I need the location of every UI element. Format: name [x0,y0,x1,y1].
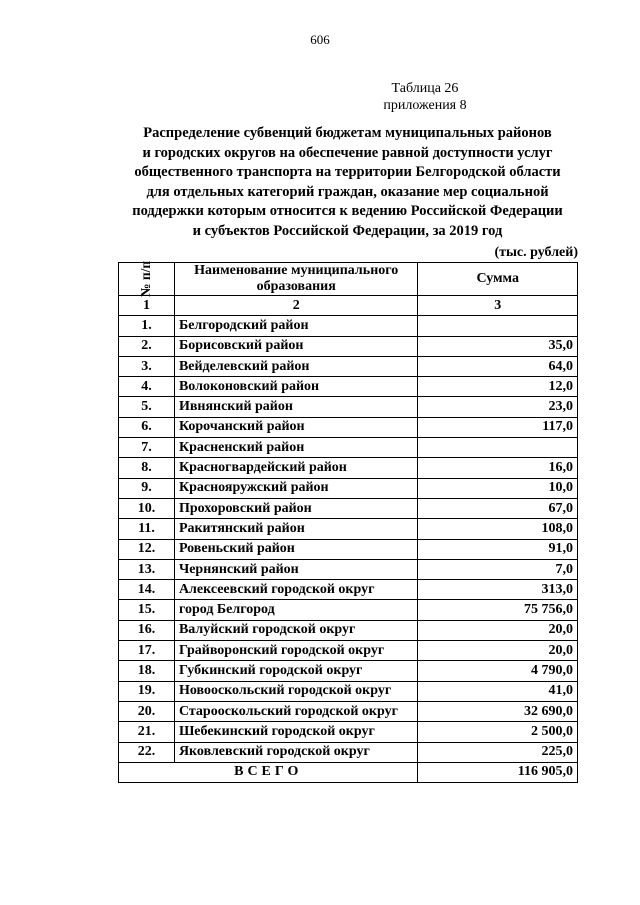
row-sum: 32 690,0 [418,701,578,721]
row-sum: 108,0 [418,519,578,539]
title-line: для отдельных категорий граждан, оказание мер социальной [146,183,549,200]
table-row [119,316,578,336]
row-number: 9. [119,478,175,498]
row-sum: 67,0 [418,498,578,518]
row-number: 7. [119,438,175,458]
row-number: 4. [119,377,175,397]
column-index: 2 [174,296,418,316]
row-number: 10. [119,498,175,518]
table-reference [360,80,490,114]
units-label: (тыс. рублей) [494,245,578,260]
row-name: Грайворонский городской округ [174,641,418,661]
row-number: 14. [119,580,175,600]
title-line: Распределение субвенций бюджетам муниципальных районов [143,125,552,141]
row-sum: 91,0 [418,539,578,559]
table-row [119,458,578,478]
row-name: Вейделевский район [174,356,418,376]
table-row [119,336,578,356]
row-number: 22. [119,742,175,762]
row-sum: 64,0 [418,356,578,376]
row-sum: 20,0 [418,641,578,661]
row-name: город Белгород [174,600,418,620]
header-no-label: № п/п [138,260,154,297]
total-sum: 116 905,0 [418,762,578,782]
table-row [119,519,578,539]
row-number: 18. [119,661,175,681]
row-sum [418,316,578,336]
row-number: 21. [119,722,175,742]
row-number: 16. [119,620,175,640]
row-number: 8. [119,458,175,478]
row-name: Борисовский район [174,336,418,356]
row-name: Корочанский район [174,417,418,437]
column-index-row [119,296,578,316]
row-number: 6. [119,417,175,437]
row-number: 5. [119,397,175,417]
row-name: Старооскольский городской округ [174,701,418,721]
table-row [119,681,578,701]
table-row [119,498,578,518]
table-row [119,641,578,661]
row-number: 11. [119,519,175,539]
row-name: Краснояружский район [174,478,418,498]
row-name: Волоконовский район [174,377,418,397]
page-number: 606 [310,32,330,47]
title-line: и субъектов Российской Федерации, за 2019 год [192,222,503,239]
table-row [119,701,578,721]
row-number: 2. [119,336,175,356]
row-number: 15. [119,600,175,620]
total-label: ВСЕГО [119,762,418,782]
table-header-row [119,263,578,296]
table-row [119,580,578,600]
table-row [119,559,578,579]
row-sum: 75 756,0 [418,600,578,620]
row-number: 12. [119,539,175,559]
row-name: Губкинский городской округ [174,661,418,681]
row-name: Белгородский район [174,316,418,336]
row-sum: 41,0 [418,681,578,701]
row-sum: 35,0 [418,336,578,356]
row-name: Красногвардейский район [174,458,418,478]
title-line: и городских округов на обеспечение равной доступности услуг [142,144,553,161]
column-index: 3 [418,296,578,316]
row-name: Яковлевский городской округ [174,742,418,762]
column-index: 1 [119,296,175,316]
table-row [119,620,578,640]
table-body [119,316,578,763]
row-name: Красненский район [174,438,418,458]
row-sum: 4 790,0 [418,661,578,681]
appendix-number: приложения 8 [383,98,467,113]
table-row [119,478,578,498]
row-name: Ракитянский район [174,519,418,539]
document-title [110,124,585,242]
row-name: Новооскольский городской округ [174,681,418,701]
row-sum: 12,0 [418,377,578,397]
table-row [119,438,578,458]
table-row [119,356,578,376]
row-name: Ровеньский район [174,539,418,559]
row-sum: 225,0 [418,742,578,762]
subvention-table [118,262,578,783]
row-sum: 20,0 [418,620,578,640]
row-number: 20. [119,701,175,721]
row-number: 1. [119,316,175,336]
row-sum: 2 500,0 [418,722,578,742]
row-sum [418,438,578,458]
row-sum: 16,0 [418,458,578,478]
table-row [119,722,578,742]
table-row [119,417,578,437]
title-line: общественного транспорта на территории Белгородской области [134,164,561,181]
row-name: Ивнянский район [174,397,418,417]
row-name: Валуйский городской округ [174,620,418,640]
row-number: 13. [119,559,175,579]
title-line: поддержки которым относится к ведению Российской Федерации [132,203,563,220]
table-row [119,377,578,397]
row-name: Прохоровский район [174,498,418,518]
row-sum: 23,0 [418,397,578,417]
row-sum: 10,0 [418,478,578,498]
header-sum: Сумма [418,263,578,296]
table-number: Таблица 26 [391,81,459,96]
row-sum: 313,0 [418,580,578,600]
row-number: 17. [119,641,175,661]
table-row [119,600,578,620]
row-number: 19. [119,681,175,701]
row-name: Чернянский район [174,559,418,579]
table-row [119,742,578,762]
row-name: Алексеевский городской округ [174,580,418,600]
row-sum: 7,0 [418,559,578,579]
table-row [119,539,578,559]
table-row [119,397,578,417]
row-number: 3. [119,356,175,376]
header-name: Наименование муниципального образования [174,263,418,296]
row-name: Шебекинский городской округ [174,722,418,742]
row-sum: 117,0 [418,417,578,437]
header-no [119,260,175,297]
total-row [119,762,578,782]
table-row [119,661,578,681]
